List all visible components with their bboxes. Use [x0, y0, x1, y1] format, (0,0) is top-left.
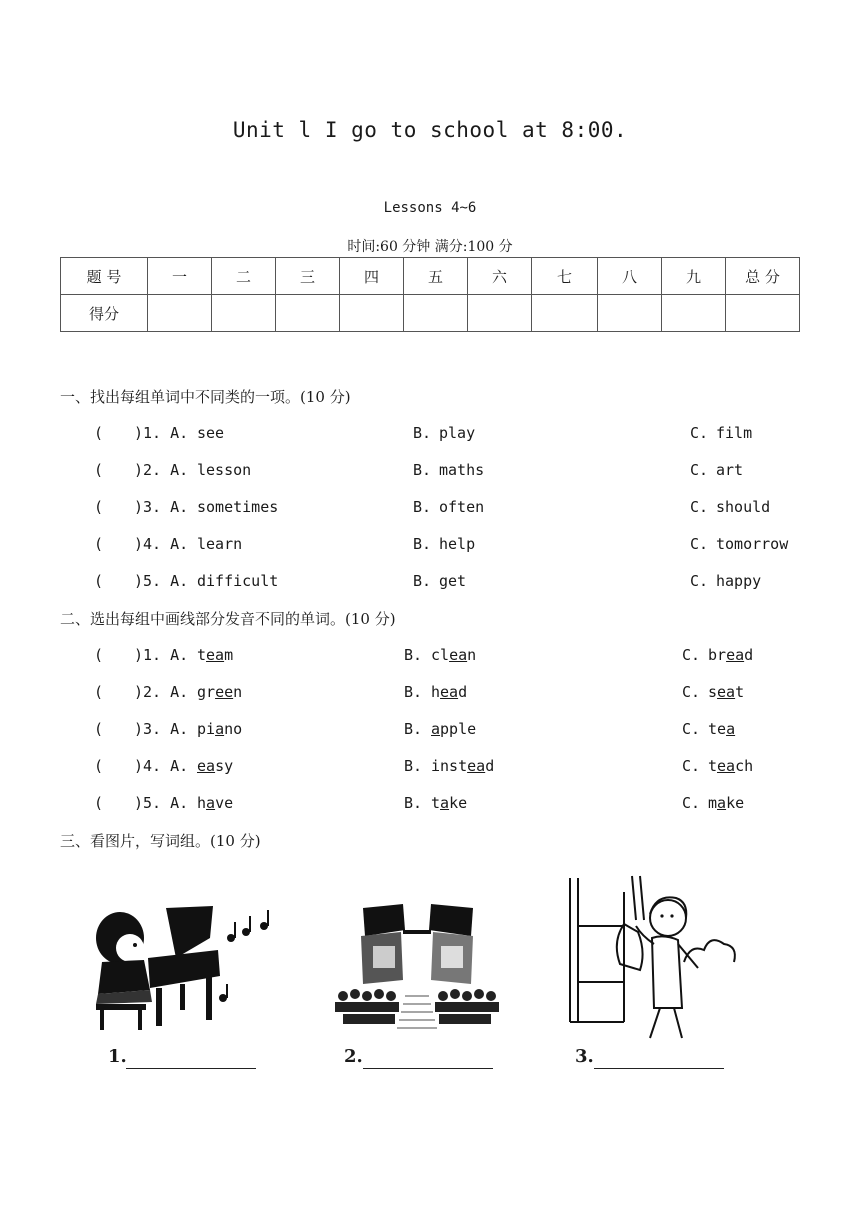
question-row	[94, 535, 814, 557]
answer-paren[interactable]: (	[94, 646, 104, 664]
score-table-score-row	[61, 295, 800, 332]
word-part: n	[467, 646, 477, 664]
underlined-letters: a	[215, 720, 225, 738]
word-part: ch	[735, 757, 754, 775]
underlined-letters: ea	[440, 683, 459, 701]
score-row-label: 得分	[61, 295, 148, 332]
question-row	[94, 720, 814, 742]
question-number: )4. A.	[134, 535, 189, 553]
option-c-label: C.	[682, 720, 701, 738]
option-c-label: C.	[690, 572, 709, 590]
answer-paren[interactable]: (	[94, 424, 104, 442]
answer-paren[interactable]: (	[94, 498, 104, 516]
word-part: t	[708, 757, 718, 775]
word-part: sy	[215, 757, 234, 775]
score-cell[interactable]	[340, 295, 404, 332]
question-row	[94, 646, 814, 668]
word-part: n	[233, 683, 243, 701]
lesson-range: Lessons 4~6	[383, 200, 477, 216]
question-row	[94, 794, 814, 816]
option-b-label: B.	[413, 461, 432, 479]
score-table-header-row	[61, 258, 800, 295]
question-number: )3. A.	[134, 720, 189, 738]
option-b-label: B.	[413, 424, 432, 442]
option-c-label: C.	[682, 757, 701, 775]
option-a: learn	[197, 535, 243, 553]
word-part: inst	[431, 757, 468, 775]
question-row	[94, 757, 814, 779]
option-b-label: B.	[413, 498, 432, 516]
word-part: ve	[215, 794, 234, 812]
question-number: )3. A.	[134, 498, 189, 516]
question-number: )2. A.	[134, 461, 189, 479]
answer-paren[interactable]: (	[94, 794, 104, 812]
answer-line[interactable]	[594, 1068, 724, 1069]
underlined-letters: ea	[206, 646, 225, 664]
word-part: s	[708, 683, 718, 701]
option-b	[431, 757, 494, 775]
section2-heading: 二、选出每组中画线部分发音不同的单词。(10 分)	[60, 610, 396, 628]
option-a	[197, 720, 242, 738]
option-c	[708, 794, 744, 812]
option-c-label: C.	[682, 683, 701, 701]
option-c-label: C.	[682, 646, 701, 664]
option-c-label: C.	[690, 535, 709, 553]
question-number: )5. A.	[134, 572, 189, 590]
header-cell: 三	[276, 258, 340, 295]
option-c-label: C.	[690, 498, 709, 516]
word-part: pi	[197, 720, 216, 738]
option-a	[197, 757, 233, 775]
header-cell: 七	[532, 258, 598, 295]
score-cell[interactable]	[532, 295, 598, 332]
option-a: sometimes	[197, 498, 279, 516]
question-row	[94, 572, 814, 594]
option-a	[197, 794, 233, 812]
option-b-label: B.	[404, 757, 423, 775]
option-a	[197, 646, 233, 664]
option-c: tomorrow	[716, 535, 789, 553]
option-a: see	[197, 424, 225, 442]
answer-line[interactable]	[363, 1068, 493, 1069]
question-row	[94, 498, 814, 520]
score-cell[interactable]	[598, 295, 662, 332]
piano-player-icon	[88, 898, 273, 1033]
answer-paren[interactable]: (	[94, 720, 104, 738]
header-cell: 九	[662, 258, 726, 295]
underlined-letters: ea	[726, 646, 745, 664]
word-part: gr	[197, 683, 216, 701]
header-cell: 八	[598, 258, 662, 295]
word-part: d	[485, 757, 495, 775]
answer-paren[interactable]: (	[94, 572, 104, 590]
underlined-letters: ea	[717, 683, 736, 701]
underlined-letters: ea	[467, 757, 486, 775]
item-label: 1.	[108, 1046, 127, 1067]
answer-paren[interactable]: (	[94, 757, 104, 775]
option-a: difficult	[197, 572, 279, 590]
score-cell[interactable]	[212, 295, 276, 332]
header-cell: 二	[212, 258, 276, 295]
option-b	[431, 720, 476, 738]
option-b: often	[439, 498, 485, 516]
word-part: pple	[440, 720, 477, 738]
option-c-label: C.	[690, 424, 709, 442]
time-info: 时间:60 分钟 满分:100 分	[347, 239, 513, 255]
option-a	[197, 683, 242, 701]
question-number: )5. A.	[134, 794, 189, 812]
underlined-letters: ea	[197, 757, 216, 775]
option-c	[708, 646, 753, 664]
question-row	[94, 683, 814, 705]
word-part: m	[708, 794, 718, 812]
option-c-label: C.	[690, 461, 709, 479]
item-label: 2.	[344, 1046, 363, 1067]
word-part: m	[224, 646, 234, 664]
question-number: )4. A.	[134, 757, 189, 775]
underlined-letters: ee	[215, 683, 234, 701]
option-c	[708, 720, 735, 738]
score-cell[interactable]	[468, 295, 532, 332]
underlined-letters: a	[206, 794, 216, 812]
word-part: h	[197, 794, 207, 812]
score-cell[interactable]	[726, 295, 800, 332]
answer-paren[interactable]: (	[94, 535, 104, 553]
answer-paren[interactable]: (	[94, 461, 104, 479]
question-row	[94, 461, 814, 483]
header-cell: 题 号	[61, 258, 148, 295]
answer-paren[interactable]: (	[94, 683, 104, 701]
option-b: maths	[439, 461, 485, 479]
girl-opening-window-icon	[564, 872, 739, 1042]
word-part: cl	[431, 646, 450, 664]
option-c	[708, 683, 744, 701]
page-title: Unit l I go to school at 8:00.	[232, 118, 628, 142]
option-c: art	[716, 461, 744, 479]
item-label: 3.	[575, 1046, 594, 1067]
option-c	[708, 757, 753, 775]
question-number: )1. A.	[134, 646, 189, 664]
option-b-label: B.	[404, 683, 423, 701]
word-part: d	[744, 646, 754, 664]
option-a: lesson	[197, 461, 252, 479]
word-part: ke	[449, 794, 468, 812]
answer-line[interactable]	[126, 1068, 256, 1069]
header-cell: 总 分	[726, 258, 800, 295]
option-b: get	[439, 572, 467, 590]
score-table	[60, 257, 800, 332]
word-part: d	[458, 683, 468, 701]
option-b	[431, 683, 467, 701]
section3-heading: 三、看图片，写词组。(10 分)	[60, 832, 261, 850]
underlined-letters: a	[431, 720, 441, 738]
option-b-label: B.	[404, 794, 423, 812]
score-cell[interactable]	[148, 295, 212, 332]
question-number: )2. A.	[134, 683, 189, 701]
word-part: h	[431, 683, 441, 701]
option-b: play	[439, 424, 476, 442]
option-b	[431, 646, 476, 664]
cinema-icon	[333, 900, 503, 1035]
word-part: no	[224, 720, 243, 738]
section1-heading: 一、找出每组单词中不同类的一项。(10 分)	[60, 388, 351, 406]
header-cell: 五	[404, 258, 468, 295]
underlined-letters: a	[717, 794, 727, 812]
underlined-letters: a	[440, 794, 450, 812]
underlined-letters: a	[726, 720, 736, 738]
option-b	[431, 794, 467, 812]
score-cell[interactable]	[662, 295, 726, 332]
word-part: br	[708, 646, 727, 664]
option-b-label: B.	[413, 535, 432, 553]
option-b-label: B.	[404, 720, 423, 738]
option-b-label: B.	[404, 646, 423, 664]
option-c: should	[716, 498, 771, 516]
underlined-letters: ea	[449, 646, 468, 664]
header-cell: 四	[340, 258, 404, 295]
score-cell[interactable]	[404, 295, 468, 332]
score-cell[interactable]	[276, 295, 340, 332]
word-part: ke	[726, 794, 745, 812]
word-part: te	[708, 720, 727, 738]
header-cell: 六	[468, 258, 532, 295]
option-c: film	[716, 424, 753, 442]
word-part: t	[735, 683, 745, 701]
header-cell: 一	[148, 258, 212, 295]
option-c: happy	[716, 572, 762, 590]
option-b-label: B.	[413, 572, 432, 590]
word-part: t	[197, 646, 207, 664]
underlined-letters: ea	[717, 757, 736, 775]
question-row	[94, 424, 814, 446]
option-c-label: C.	[682, 794, 701, 812]
word-part: t	[431, 794, 441, 812]
question-number: )1. A.	[134, 424, 189, 442]
option-b: help	[439, 535, 476, 553]
